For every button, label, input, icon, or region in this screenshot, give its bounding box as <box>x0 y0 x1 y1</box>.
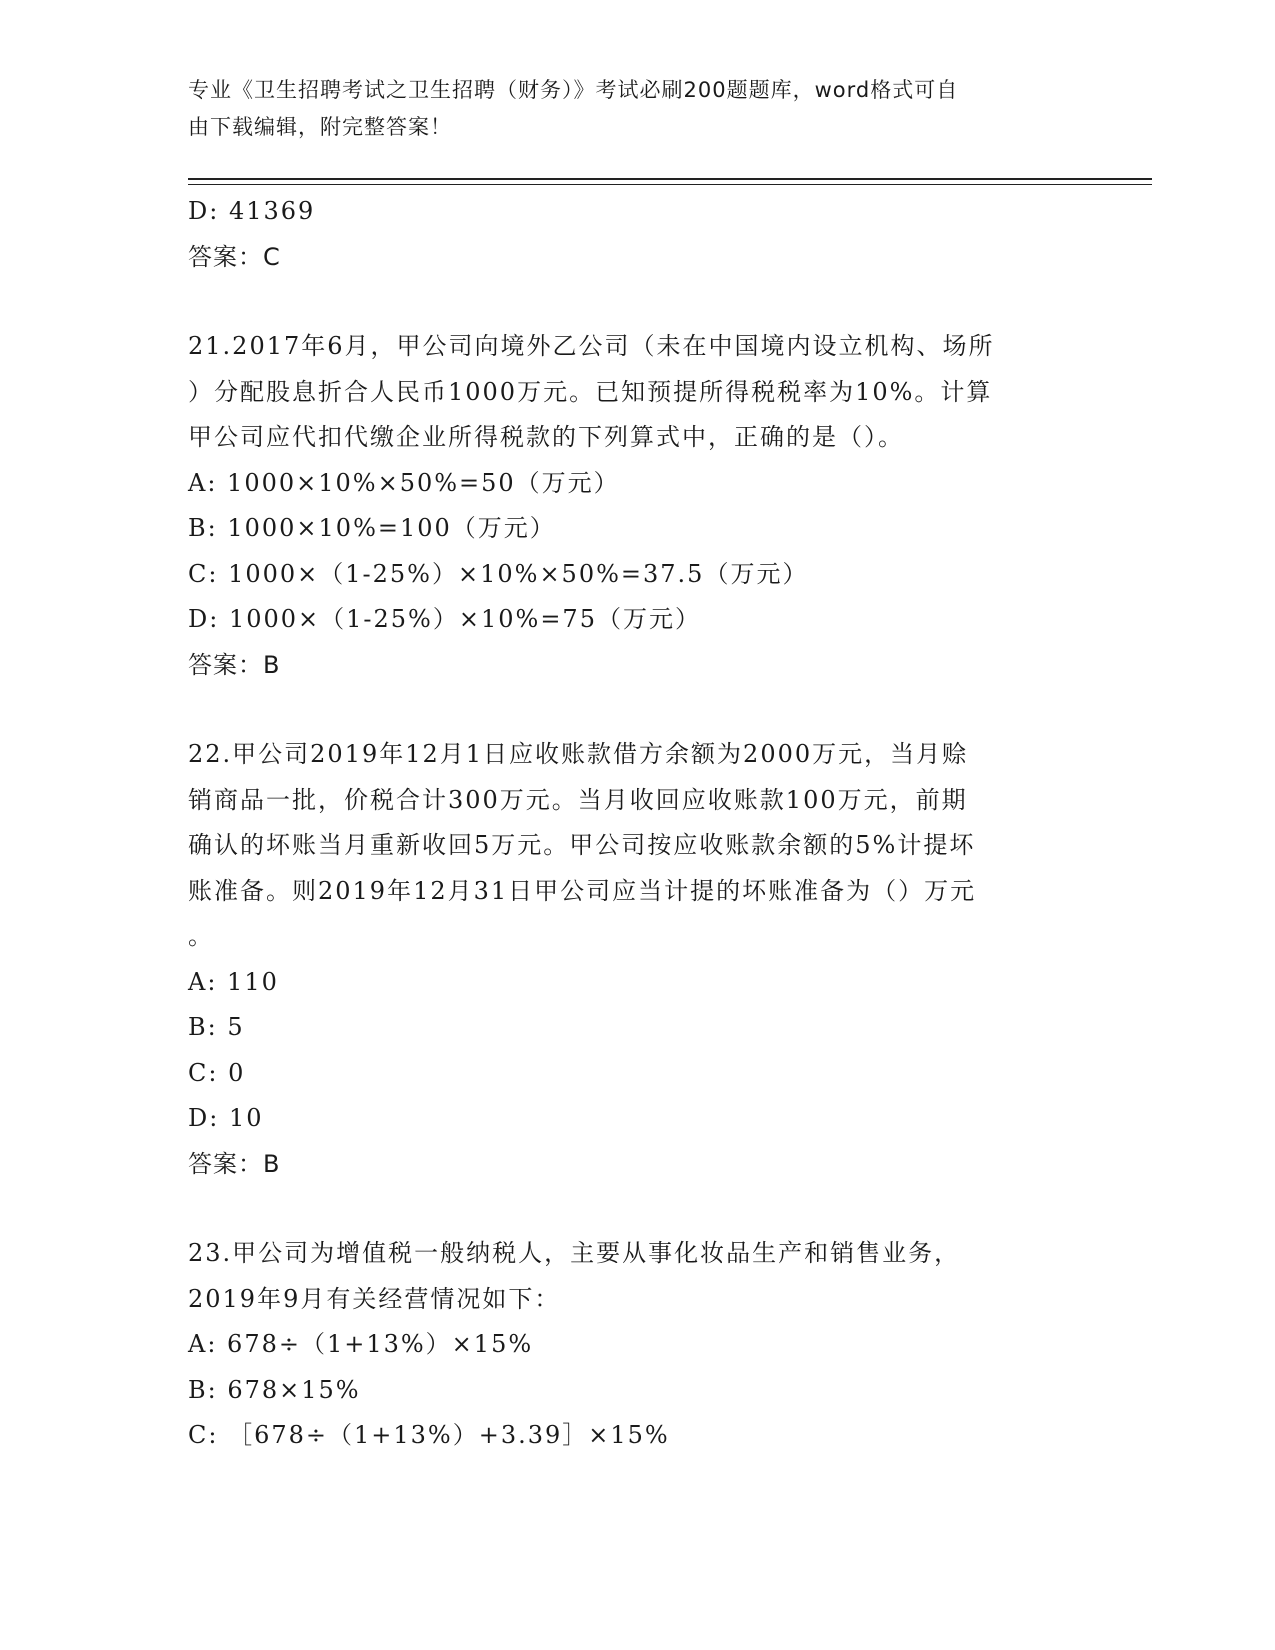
header-divider-thick <box>188 178 1152 180</box>
option-b: B: 5 <box>188 1013 245 1041</box>
question-text-line: 21.2017年6月，甲公司向境外乙公司（未在中国境内设立机构、场所 <box>188 332 995 360</box>
question-text-line: 确认的坏账当月重新收回5万元。甲公司按应收账款余额的5%计提坏 <box>188 831 976 859</box>
header-line-2: 由下载编辑，附完整答案！ <box>188 115 452 139</box>
answer-line: 答案：B <box>188 1149 281 1178</box>
header-divider-thin <box>188 184 1152 185</box>
answer-line: 答案：B <box>188 650 281 679</box>
question-21 <box>188 324 1088 688</box>
option-c: C: 1000×（1-25%）×10%×50%=37.5（万元） <box>188 559 809 588</box>
option-a: A: 1000×10%×50%=50（万元） <box>188 468 620 497</box>
question-20-tail <box>188 189 1088 280</box>
option-c: C: ［678÷（1+13%）+3.39］×15% <box>188 1421 670 1449</box>
question-text-line: 2019年9月有关经营情况如下： <box>188 1284 561 1313</box>
option-b: B: 678×15% <box>188 1375 361 1404</box>
option-d: D: 1000×（1-25%）×10%=75（万元） <box>188 605 701 633</box>
question-text-line: 。 <box>188 922 214 950</box>
question-22 <box>188 732 1088 1187</box>
option-a: A: 678÷（1+13%）×15% <box>188 1330 534 1358</box>
option-d: D: 41369 <box>188 197 316 225</box>
document-body <box>188 189 1088 1459</box>
question-text-line: 23.甲公司为增值税一般纳税人，主要从事化妆品生产和销售业务， <box>188 1239 961 1267</box>
question-text-line: ）分配股息折合人民币1000万元。已知预提所得税税率为10%。计算 <box>188 377 993 406</box>
option-c: C: 0 <box>188 1058 246 1087</box>
question-text-line: 账准备。则2019年12月31日甲公司应当计提的坏账准备为（）万元 <box>188 876 977 905</box>
question-text-line: 销商品一批，价税合计300万元。当月收回应收账款100万元，前期 <box>188 785 968 814</box>
option-b: B: 1000×10%=100（万元） <box>188 514 556 542</box>
header-line-1: 专业《卫生招聘考试之卫生招聘（财务）》考试必刷200题题库，word格式可自 <box>188 78 959 102</box>
question-text-line: 甲公司应代扣代缴企业所得税款的下列算式中，正确的是（）。 <box>188 423 904 451</box>
answer-line: 答案：C <box>188 242 281 271</box>
option-d: D: 10 <box>188 1104 264 1132</box>
question-23 <box>188 1231 1088 1459</box>
option-a: A: 110 <box>188 967 279 996</box>
question-text-line: 22.甲公司2019年12月1日应收账款借方余额为2000万元，当月赊 <box>188 740 969 768</box>
page-header <box>188 72 1068 146</box>
